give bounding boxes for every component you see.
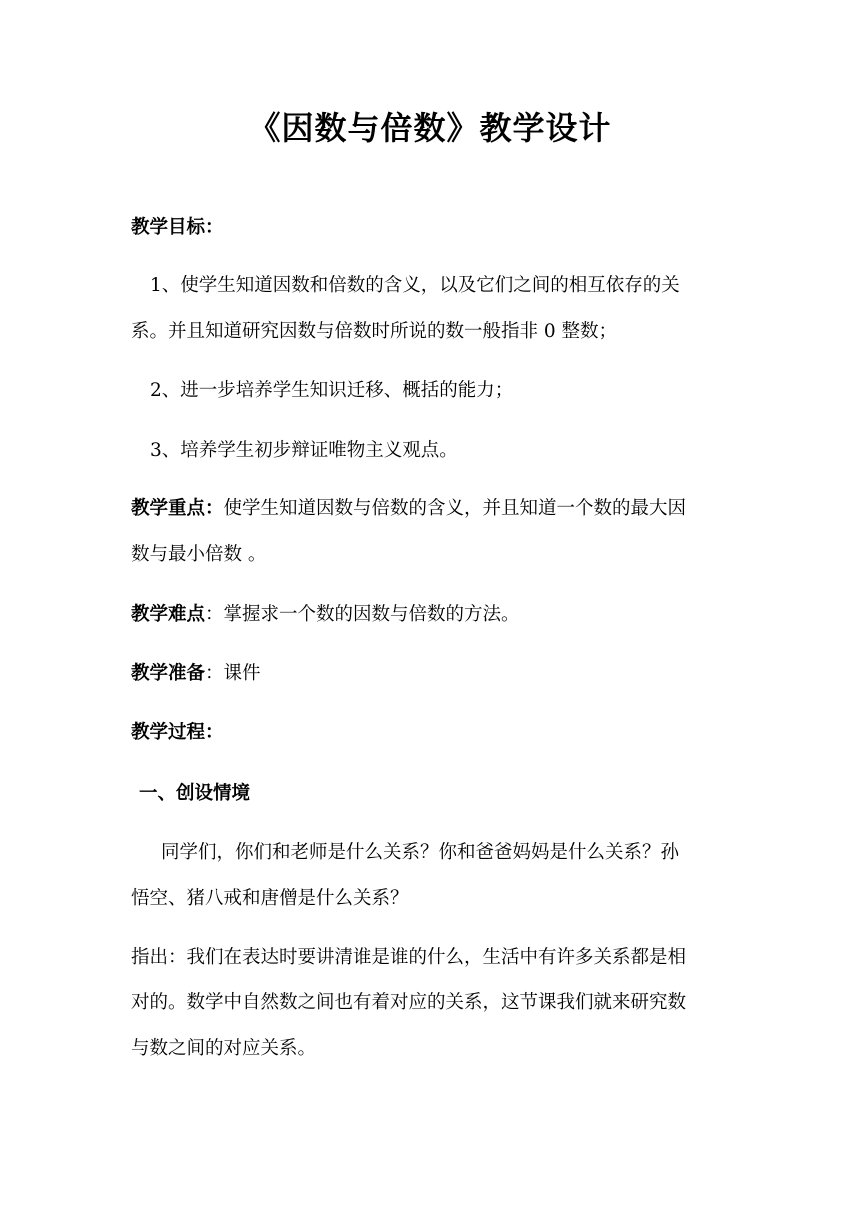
key-points-line-2: 数与最小倍数 。 <box>131 544 267 565</box>
document-title: 《因数与倍数》教学设计 <box>248 109 612 147</box>
key-points-text: 使学生知道因数与倍数的含义，并且知道一个数的最大因 <box>223 498 687 519</box>
preparation-text: ：课件 <box>205 663 261 684</box>
objective-1-line-1: 1、使学生知道因数和倍数的含义，以及它们之间的相互依存的关 <box>150 275 680 296</box>
key-points-label: 教学重点： <box>131 498 224 519</box>
objective-3: 3、培养学生初步辩证唯物主义观点。 <box>150 440 458 461</box>
section-1-para-line-2: 悟空、猪八戒和唐僧是什么关系？ <box>131 888 409 909</box>
point-out-line-1: 指出：我们在表达时要讲清谁是谁的什么，生活中有许多关系都是相 <box>131 947 687 968</box>
point-out-line-2: 对的。数学中自然数之间也有着对应的关系，这节课我们就来研究数 <box>131 992 687 1013</box>
preparation-label: 教学准备 <box>131 663 206 684</box>
objectives-heading: 教学目标： <box>131 217 224 238</box>
point-out-line-3: 与数之间的对应关系。 <box>131 1038 317 1059</box>
objective-1-line-2: 系。并且知道研究因数与倍数时所说的数一般指非 0 整数； <box>131 321 618 342</box>
process-heading: 教学过程： <box>131 722 224 743</box>
section-1-para-line-1: 同学们，你们和老师是什么关系？你和爸爸妈妈是什么关系？孙 <box>161 842 680 863</box>
difficulty-label: 教学难点 <box>131 604 206 625</box>
difficulty-line <box>131 600 743 630</box>
objective-2: 2、进一步培养学生知识迁移、概括的能力； <box>150 380 514 401</box>
preparation-line <box>131 659 743 689</box>
difficulty-text: ：掌握求一个数的因数与倍数的方法。 <box>205 604 520 625</box>
key-points-line-1 <box>131 494 743 524</box>
section-1-heading: 一、创设情境 <box>139 783 251 804</box>
